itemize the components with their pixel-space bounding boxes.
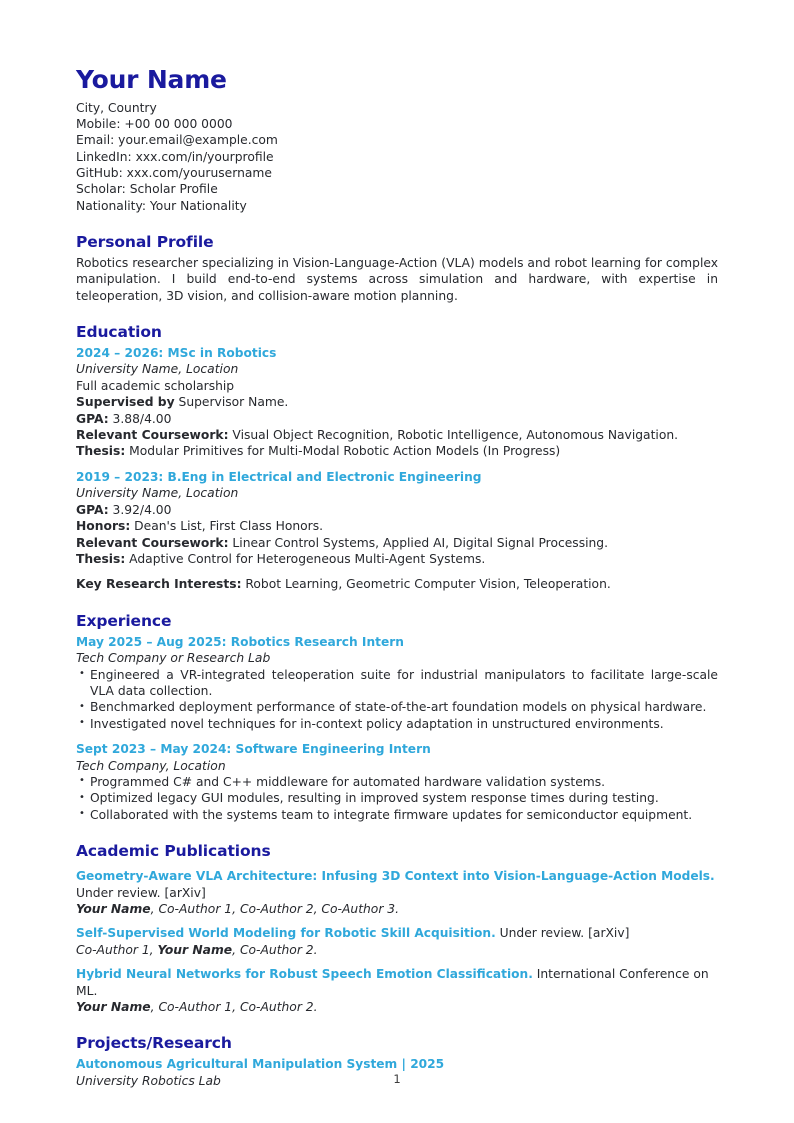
publication-authors-pre: Co-Author 1, bbox=[76, 942, 158, 957]
experience-bullet: • Programmed C# and C++ middleware for automated hardware validation systems. bbox=[76, 774, 718, 790]
education-entry-title: 2024 – 2026: MSc in Robotics bbox=[76, 346, 277, 361]
key-research-interests-value: Robot Learning, Geometric Computer Vision, Teleoperation. bbox=[241, 577, 611, 592]
education-detail bbox=[76, 443, 718, 459]
publication-authors bbox=[76, 999, 718, 1015]
publication-entry bbox=[76, 966, 718, 1015]
experience-bullet: • Engineered a VR-integrated teleoperation suite for industrial manipulators to facilitate large-scale VLA data collection. bbox=[76, 667, 718, 700]
experience-bullet: • Investigated novel techniques for in-context policy adaptation in unstructured environments. bbox=[76, 716, 718, 732]
page-number: 1 bbox=[393, 1072, 401, 1086]
publication-authors-post: , Co-Author 1, Co-Author 2, Co-Author 3. bbox=[150, 902, 400, 917]
publication-author-self: Your Name bbox=[157, 942, 233, 957]
section-heading-education: Education bbox=[76, 323, 162, 342]
education-detail-value: Supervisor Name. bbox=[174, 395, 289, 410]
section-heading-publications: Academic Publications bbox=[76, 842, 271, 861]
experience-entry-employer: Tech Company, Location bbox=[76, 758, 226, 773]
contact-email: Email: your.email@example.com bbox=[76, 133, 278, 148]
contact-nationality: Nationality: Your Nationality bbox=[76, 198, 247, 213]
education-detail bbox=[76, 535, 718, 551]
publication-authors-post: , Co-Author 2. bbox=[232, 942, 318, 957]
publication-author-self: Your Name bbox=[76, 1000, 151, 1015]
publication-authors bbox=[76, 942, 718, 958]
education-detail-label: Supervised by bbox=[76, 395, 175, 410]
education-detail-value: Dean's List, First Class Honors. bbox=[130, 519, 324, 534]
publication-title-text: Self-Supervised World Modeling for Robotic Skill Acquisition. bbox=[76, 926, 496, 941]
publication-title-text: Geometry-Aware VLA Architecture: Infusing 3D Context into Vision-Language-Action Models. bbox=[76, 869, 715, 884]
section-heading-personal-profile: Personal Profile bbox=[76, 232, 214, 251]
education-detail bbox=[76, 378, 718, 394]
education-detail-label: Thesis: bbox=[76, 551, 126, 566]
publication-venue: Under review. [arXiv] bbox=[495, 926, 630, 941]
project-entry-affiliation: University Robotics Lab bbox=[76, 1073, 221, 1088]
publication-entry bbox=[76, 925, 718, 958]
publication-venue: International Conference on ML. bbox=[76, 967, 709, 998]
contact-scholar: Scholar: Scholar Profile bbox=[76, 182, 218, 197]
key-research-interests-label: Key Research Interests: bbox=[76, 577, 242, 592]
experience-entry-employer: Tech Company or Research Lab bbox=[76, 651, 271, 666]
experience-entry-title: May 2025 – Aug 2025: Robotics Research Intern bbox=[76, 634, 404, 649]
education-detail-label: Relevant Coursework: bbox=[76, 428, 229, 443]
project-entry-title: Autonomous Agricultural Manipulation System | 2025 bbox=[76, 1057, 445, 1072]
publication-title-text: Hybrid Neural Networks for Robust Speech Emotion Classification. bbox=[76, 967, 533, 982]
education-detail-value: Modular Primitives for Multi-Modal Robotic Action Models (In Progress) bbox=[125, 444, 561, 459]
education-detail-value: Linear Control Systems, Applied AI, Digital Signal Processing. bbox=[228, 535, 609, 550]
education-detail-label: GPA: bbox=[76, 411, 109, 426]
candidate-name: Your Name bbox=[76, 65, 227, 94]
header-block bbox=[76, 66, 718, 214]
publication-title bbox=[76, 925, 718, 941]
education-detail-label: GPA: bbox=[76, 502, 109, 517]
contact-mobile: Mobile: +00 00 000 0000 bbox=[76, 117, 233, 132]
experience-bullet: • Collaborated with the systems team to integrate firmware updates for semiconductor equipment. bbox=[76, 807, 718, 823]
education-entry bbox=[76, 469, 718, 567]
contact-linkedin: LinkedIn: xxx.com/in/yourprofile bbox=[76, 149, 274, 164]
education-detail bbox=[76, 502, 718, 518]
publication-entry bbox=[76, 868, 718, 917]
personal-profile-text: Robotics researcher specializing in Vision-Language-Action (VLA) models and robot learning for complex manipulation. I build end-to-end systems across simulation and hardware, with expertise in teleoperation, 3D vision, and collision-aware motion planning. bbox=[76, 255, 718, 303]
resume-content bbox=[76, 66, 718, 1089]
education-detail bbox=[76, 394, 718, 410]
experience-bullet-list bbox=[76, 774, 718, 823]
experience-entry-title: Sept 2023 – May 2024: Software Engineering Intern bbox=[76, 742, 431, 757]
education-entry-title: 2019 – 2023: B.Eng in Electrical and Electronic Engineering bbox=[76, 469, 482, 484]
education-entry-institution: University Name, Location bbox=[76, 362, 239, 377]
contact-github: GitHub: xxx.com/yourusername bbox=[76, 165, 272, 180]
publication-author-self: Your Name bbox=[76, 902, 151, 917]
experience-bullet-list bbox=[76, 667, 718, 733]
education-detail-value: Visual Object Recognition, Robotic Intelligence, Autonomous Navigation. bbox=[228, 428, 679, 443]
experience-entry bbox=[76, 741, 718, 823]
education-entry-institution: University Name, Location bbox=[76, 486, 239, 501]
education-detail-value: 3.92/4.00 bbox=[108, 502, 172, 517]
publication-title bbox=[76, 868, 718, 901]
education-detail-label: Honors: bbox=[76, 519, 131, 534]
education-detail-value: Adaptive Control for Heterogeneous Multi-Agent Systems. bbox=[125, 551, 486, 566]
publication-title bbox=[76, 966, 718, 999]
education-detail bbox=[76, 411, 718, 427]
education-detail-label: Thesis: bbox=[76, 444, 126, 459]
experience-bullet: • Benchmarked deployment performance of state-of-the-art foundation models on physical hardware. bbox=[76, 699, 718, 715]
section-heading-projects: Projects/Research bbox=[76, 1034, 232, 1053]
publication-authors bbox=[76, 901, 718, 917]
education-detail-value: Full academic scholarship bbox=[76, 378, 235, 393]
education-detail bbox=[76, 551, 718, 567]
education-detail bbox=[76, 518, 718, 534]
publication-venue: Under review. [arXiv] bbox=[76, 885, 206, 900]
education-detail-value: 3.88/4.00 bbox=[108, 411, 172, 426]
publication-authors-post: , Co-Author 1, Co-Author 2. bbox=[150, 1000, 318, 1015]
education-entry bbox=[76, 345, 718, 460]
key-research-interests bbox=[76, 576, 718, 592]
experience-entry bbox=[76, 634, 718, 732]
section-heading-experience: Experience bbox=[76, 611, 172, 630]
education-detail-label: Relevant Coursework: bbox=[76, 535, 229, 550]
education-detail bbox=[76, 427, 718, 443]
experience-bullet: • Optimized legacy GUI modules, resulting in improved system response times during testing. bbox=[76, 790, 718, 806]
contact-location: City, Country bbox=[76, 100, 157, 115]
